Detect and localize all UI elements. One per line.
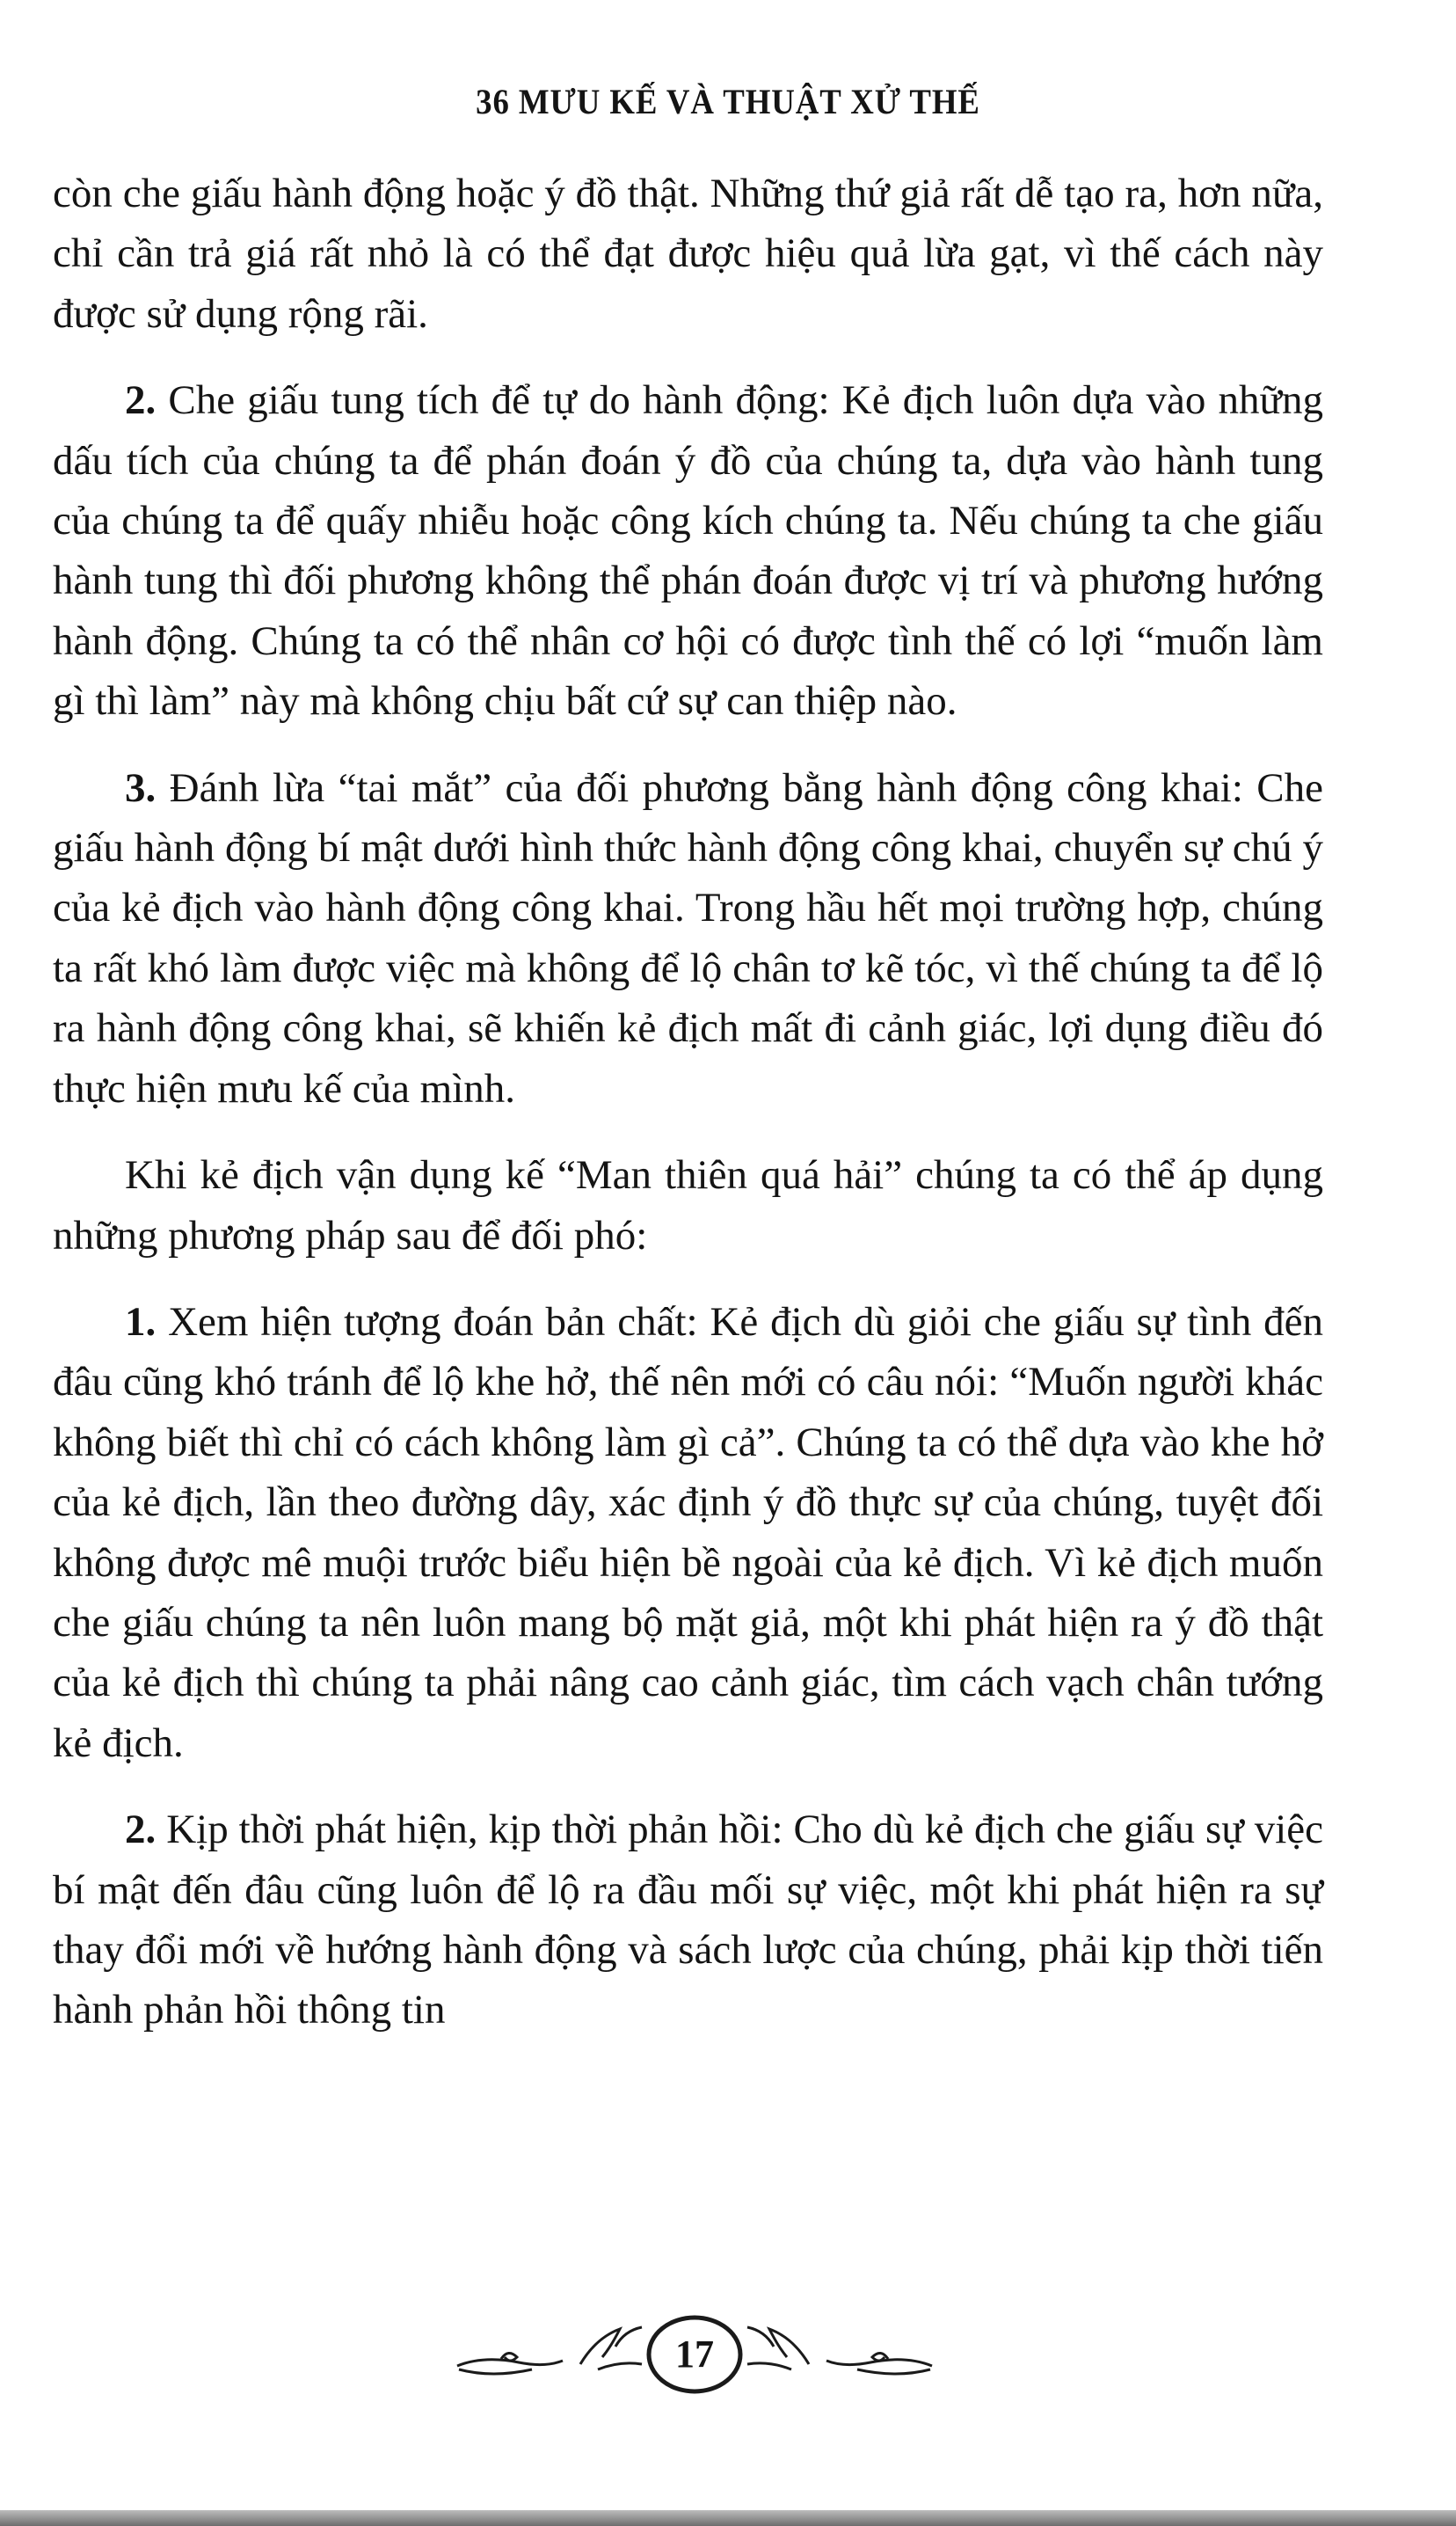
paragraph-counter-item-2 xyxy=(53,1800,1323,2041)
page-header: 36 MƯU KẾ VÀ THUẬT XỬ THẾ xyxy=(476,82,980,121)
paragraph-text: còn che giấu hành động hoặc ý đồ thật. Những thứ giả rất dễ tạo ra, hơn nữa, chỉ cần trả giá rất nhỏ là có thể đạt được hiệu quả lừa gạt, vì thế cách này được sử dụng rộng rãi. xyxy=(53,171,1323,337)
paragraph-item-2-conceal-traces xyxy=(53,370,1323,731)
paragraph-item-3-deceive xyxy=(53,758,1323,1119)
paragraph-text: Đánh lừa “tai mắt” của đối phương bằng hành động công khai: Che giấu hành động bí mật dưới hình thức hành động công khai, chuyển sự chú ý của kẻ địch vào hành động công khai. Trong hầu hết mọi trường hợp, chúng ta rất khó làm được việc mà không để lộ chân tơ kẽ tóc, vì thế chúng ta để lộ ra hành động công khai, sẽ khiến kẻ địch mất đi cảnh giác, lợi dụng điều đó thực hiện mưu kế của mình. xyxy=(53,764,1324,1112)
paragraph-number: 2. xyxy=(125,1807,157,1853)
page-footer xyxy=(448,2311,941,2396)
paragraph-text: Xem hiện tượng đoán bản chất: Kẻ địch dù giỏi che giấu sự tình đến đâu cũng khó tránh để lộ khe hở, thế nên mới có câu nói: “Muốn người khác không biết thì chỉ có cách không làm gì cả”. Chúng ta có thể dựa vào khe hở của kẻ địch, lần theo đường dây, xác định ý đồ thực sự của chúng, tuyệt đối không được mê muội trước biểu hiện bề ngoài của kẻ địch. Vì kẻ địch muốn che giấu chúng ta nên luôn mang bộ mặt giả, một khi phát hiện ra ý đồ thật của kẻ địch thì chúng ta phải nâng cao cảnh giác, tìm cách vạch chân tướng kẻ địch. xyxy=(53,1298,1323,1766)
paragraph-number: 3. xyxy=(125,764,157,811)
paragraph-text: Kịp thời phát hiện, kịp thời phản hồi: Cho dù kẻ địch che giấu sự việc bí mật đến đâu cũng luôn để lộ ra đầu mối sự việc, một khi phát hiện ra sự thay đổi mới về hướng hành động và sách lược của chúng, phải kịp thời tiến hành phản hồi thông tin xyxy=(53,1807,1323,2033)
paragraph-number: 1. xyxy=(125,1298,157,1345)
paragraph-countermeasures-intro xyxy=(53,1145,1323,1266)
paragraph-text: Che giấu tung tích để tự do hành động: Kẻ địch luôn dựa vào những dấu tích của chúng ta để phán đoán ý đồ của chúng ta, dựa vào hành tung của chúng ta để quấy nhiễu hoặc công kích chúng ta. Nếu chúng ta che giấu hành tung thì đối phương không thể phán đoán được vị trí và phương hướng hành động. Chúng ta có thể nhân cơ hội có được tình thế có lợi “muốn làm gì thì làm” này mà không chịu bất cứ sự can thiệp nào. xyxy=(53,377,1323,725)
paragraph-counter-item-1 xyxy=(53,1292,1323,1773)
paragraph-continuation xyxy=(53,164,1323,344)
paragraph-text: Khi kẻ địch vận dụng kế “Man thiên quá hải” chúng ta có thể áp dụng những phương pháp sau để đối phó: xyxy=(53,1152,1323,1259)
body-text xyxy=(53,164,1323,2041)
page-bottom-edge xyxy=(0,2510,1456,2526)
page-number: 17 xyxy=(675,2333,714,2376)
paragraph-number: 2. xyxy=(125,377,157,424)
